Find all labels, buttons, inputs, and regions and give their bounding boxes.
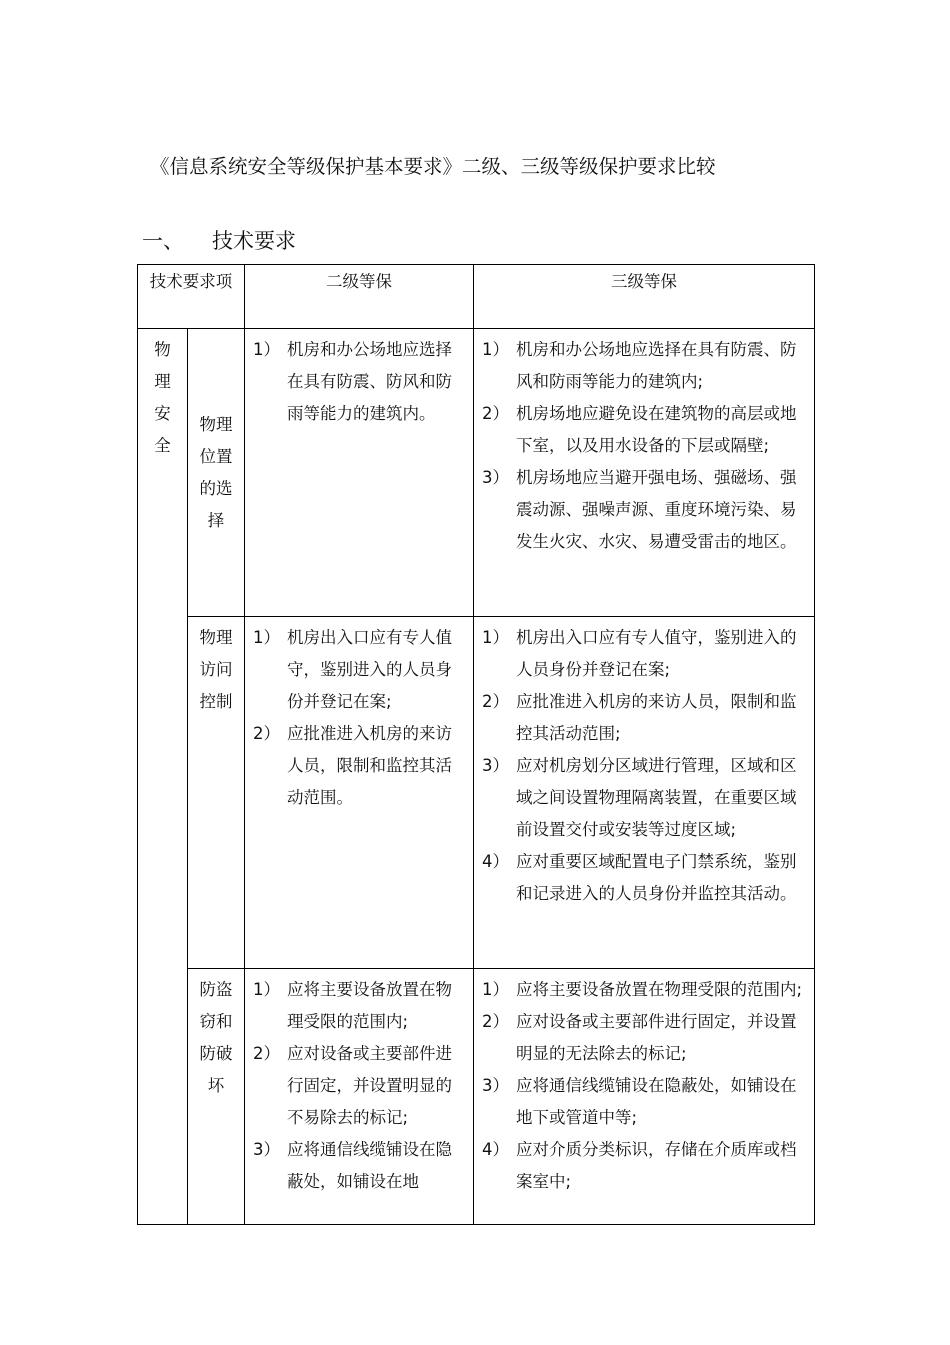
subitem-cell xyxy=(188,329,245,617)
level3-cell xyxy=(474,969,815,1225)
item-text: 机房场地应避免设在建筑物的高层或地下室，以及用水设备的下层或隔壁; xyxy=(516,404,797,455)
list-item xyxy=(482,398,806,462)
table-row xyxy=(138,969,815,1225)
table-row xyxy=(138,329,815,617)
label-line: 物理 xyxy=(199,628,233,647)
item-number: 1） xyxy=(253,628,280,647)
label-line: 防盗 xyxy=(199,980,233,999)
level3-list xyxy=(482,974,806,1198)
header-item xyxy=(138,265,245,329)
item-text: 应将主要设备放置在物理受限的范围内; xyxy=(287,980,452,1031)
level2-list xyxy=(253,974,465,1224)
category-cell xyxy=(138,329,188,1225)
list-item xyxy=(253,1038,465,1134)
table-header-row xyxy=(138,265,815,329)
item-text: 应对介质分类标识，存储在介质库或档案室中; xyxy=(516,1140,797,1191)
subitem-cell xyxy=(188,969,245,1225)
item-text: 应将主要设备放置在物理受限的范围内; xyxy=(516,980,803,999)
label-line: 全 xyxy=(154,436,171,455)
level2-cell xyxy=(245,617,474,969)
level3-list xyxy=(482,622,806,910)
level2-cell xyxy=(245,969,474,1225)
label-line: 安 xyxy=(154,404,171,423)
label-line: 坏 xyxy=(207,1076,225,1095)
item-text: 机房出入口应有专人值守，鉴别进入的人员身份并登记在案; xyxy=(516,628,797,679)
section-number: 一、 xyxy=(142,229,184,253)
label-line: 窃和 xyxy=(199,1012,233,1031)
list-item xyxy=(482,750,806,846)
level2-list xyxy=(253,622,465,814)
item-number: 3） xyxy=(482,1076,509,1095)
label-line: 的选 xyxy=(199,478,233,498)
list-item xyxy=(253,718,465,814)
item-number: 1） xyxy=(482,340,509,359)
label-line: 择 xyxy=(207,510,225,530)
label-line: 位置 xyxy=(199,446,233,466)
item-number: 2） xyxy=(482,404,509,423)
section-title: 技术要求 xyxy=(212,229,296,253)
item-text: 应将通信线缆铺设在隐蔽处，如铺设在地 xyxy=(287,1140,452,1191)
table-row xyxy=(138,617,815,969)
label-line: 访问 xyxy=(199,660,233,679)
category-label xyxy=(138,334,187,462)
header-level3-label: 三级等保 xyxy=(611,272,677,291)
item-text: 应批准进入机房的来访人员，限制和监控其活动范围; xyxy=(516,692,797,743)
level2-cell xyxy=(245,329,474,617)
item-number: 2） xyxy=(482,692,509,711)
list-item xyxy=(482,974,806,1006)
list-item xyxy=(482,1006,806,1070)
level2-list xyxy=(253,334,465,430)
item-number: 2） xyxy=(253,724,280,743)
subitem-label xyxy=(188,622,244,718)
list-item xyxy=(253,622,465,718)
header-level2 xyxy=(245,265,474,329)
header-level2-label: 二级等保 xyxy=(326,272,392,291)
list-item xyxy=(253,974,465,1038)
item-number: 1） xyxy=(482,980,509,999)
label-line: 防破 xyxy=(199,1044,233,1063)
item-number: 1） xyxy=(253,980,280,999)
list-item xyxy=(482,1070,806,1134)
item-number: 1） xyxy=(482,628,509,647)
item-number: 2） xyxy=(253,1044,280,1063)
list-item xyxy=(482,1134,806,1198)
subitem-label xyxy=(188,409,244,537)
item-text: 机房出入口应有专人值守，鉴别进入的人员身份并登记在案; xyxy=(287,628,452,711)
list-item xyxy=(253,1134,465,1198)
item-text: 机房和办公场地应选择在具有防震、防风和防雨等能力的建筑内。 xyxy=(287,340,452,423)
requirements-table xyxy=(137,264,815,1225)
item-text: 应对设备或主要部件进行固定，并设置明显的无法除去的标记; xyxy=(516,1012,797,1063)
header-item-label: 技术要求项 xyxy=(149,272,233,291)
level3-cell xyxy=(474,329,815,617)
list-item xyxy=(482,686,806,750)
item-text: 应对设备或主要部件进行固定，并设置明显的不易除去的标记; xyxy=(287,1044,452,1127)
label-line: 物理 xyxy=(199,414,233,434)
list-item xyxy=(482,622,806,686)
list-item xyxy=(482,334,806,398)
item-number: 4） xyxy=(482,852,509,871)
item-number: 3） xyxy=(253,1140,280,1159)
item-text: 应对重要区域配置电子门禁系统，鉴别和记录进入的人员身份并监控其活动。 xyxy=(516,852,797,903)
list-item xyxy=(482,462,806,558)
label-line: 理 xyxy=(154,372,171,391)
item-number: 2） xyxy=(482,1012,509,1031)
level3-cell xyxy=(474,617,815,969)
list-item xyxy=(253,334,465,430)
header-level3 xyxy=(474,265,815,329)
item-text: 机房场地应当避开强电场、强磁场、强震动源、强噪声源、重度环境污染、易发生火灾、水灾、易遭受雷击的地区。 xyxy=(516,468,797,551)
item-text: 机房和办公场地应选择在具有防震、防风和防雨等能力的建筑内; xyxy=(516,340,797,391)
item-number: 1） xyxy=(253,340,280,359)
section-heading xyxy=(142,225,296,257)
item-number: 3） xyxy=(482,468,509,487)
item-text: 应对机房划分区域进行管理，区域和区域之间设置物理隔离装置，在重要区域前设置交付或安装等过度区域; xyxy=(516,756,797,839)
list-item xyxy=(482,846,806,910)
subitem-label xyxy=(188,974,244,1102)
label-line: 物 xyxy=(154,340,171,359)
document-title: 《信息系统安全等级保护基本要求》二级、三级等级保护要求比较 xyxy=(150,155,716,178)
item-text: 应将通信线缆铺设在隐蔽处，如铺设在地下或管道中等; xyxy=(516,1076,797,1127)
item-text: 应批准进入机房的来访人员，限制和监控其活动范围。 xyxy=(287,724,452,807)
item-number: 4） xyxy=(482,1140,509,1159)
label-line: 控制 xyxy=(199,692,233,711)
level3-list xyxy=(482,334,806,558)
subitem-cell xyxy=(188,617,245,969)
item-number: 3） xyxy=(482,756,509,775)
